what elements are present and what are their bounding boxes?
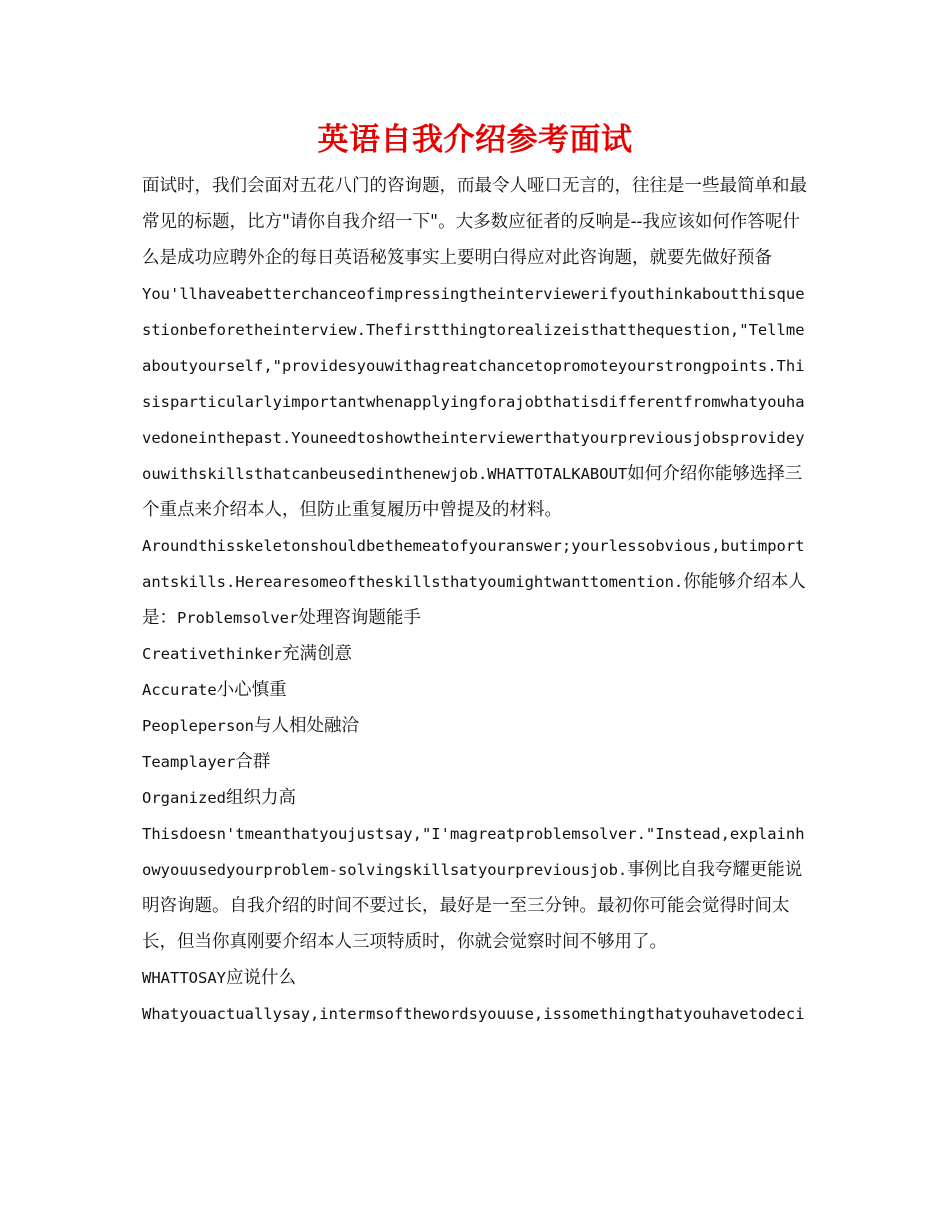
skill-chinese: 小心慎重	[216, 680, 287, 700]
section-heading	[142, 960, 808, 996]
skill-chinese: 充满创意	[281, 644, 352, 664]
paragraph-3-english: Thisdoesn'tmeanthatyoujustsay,"I'magreatproblemsolver."Instead,explainhowyouusedyourproblem-solvingskillsatyourpreviousjob.	[142, 825, 805, 879]
paragraph-3	[142, 816, 808, 960]
skill-english: Peopleperson	[142, 717, 254, 735]
skill-english: Creativethinker	[142, 645, 282, 663]
paragraph-2	[142, 528, 808, 636]
paragraph-2-chinese: 你能够介绍本人是：	[142, 572, 806, 628]
skill-english: Problemsolver	[177, 609, 299, 627]
paragraph-4-english: Whatyouactuallysay,intermsofthewordsyouuse,issomethingthatyouhavetodeci	[142, 1005, 805, 1023]
skill-item	[142, 672, 808, 708]
paragraph-4	[142, 996, 808, 1032]
paragraph-1-english: You'llhaveabetterchanceofimpressingtheinterviewerifyouthinkaboutthisquestionbeforetheinterview.Thefirstthingtorealizeisthatthequestion,"Tellmeaboutyourself,"providesyouwithagreatchancetopromoteyourstrongpoints.Thisisparticularlyimportantwhenapplyingforajobthatisdifferentfromwhatyouhavedoneinthepast.Youneedtoshowtheinterviewerthatyourpreviousjobsprovideyouwithskillsthatcanbeusedinthenewjob.WHATTOTALKABOUT	[142, 285, 805, 483]
skill-english: Teamplayer	[142, 753, 236, 771]
skill-chinese: 组织力高	[226, 788, 296, 808]
intro-paragraph: 面试时，我们会面对五花八门的咨询题，而最令人哑口无言的，往往是一些最简单和最常见的标题，比方"请你自我介绍一下"。大多数应征者的反响是--我应该如何作答呢什么是成功应聘外企的每日英语秘笈事实上要明白得应对此咨询题，就要先做好预备	[142, 176, 807, 268]
skill-item	[142, 744, 808, 780]
skill-chinese: 处理咨询题能手	[298, 608, 421, 628]
skill-item	[142, 708, 808, 744]
skill-chinese: 与人相处融洽	[253, 716, 359, 736]
paragraph-1-chinese: 如何介绍你能够选择三个重点来介绍本人，但防止重复履历中曾提及的材料。	[142, 464, 803, 520]
paragraph-1	[142, 276, 808, 528]
document-page	[142, 118, 808, 1032]
skill-item	[142, 780, 808, 816]
document-title: 英语自我介绍参考面试	[317, 122, 633, 158]
section-heading-chinese: 应说什么	[226, 968, 296, 988]
paragraph-2-english: Aroundthisskeletonshouldbethemeatofyouranswer;yourlessobvious,butimportantskills.Herearesomeoftheskillsthatyoumightwanttomention.	[142, 537, 805, 591]
skill-item	[142, 636, 808, 672]
section-heading-english: WHATTOSAY	[142, 969, 226, 987]
paragraph-3-chinese: 事例比自我夸耀更能说明咨询题。自我介绍的时间不要过长，最好是一至三分钟。最初你可能会觉得时间太长，但当你真刚要介绍本人三项特质时，你就会觉察时间不够用了。	[142, 860, 803, 952]
skill-english: Organized	[142, 789, 226, 807]
skill-chinese: 合群	[235, 752, 271, 772]
skill-english: Accurate	[142, 681, 217, 699]
